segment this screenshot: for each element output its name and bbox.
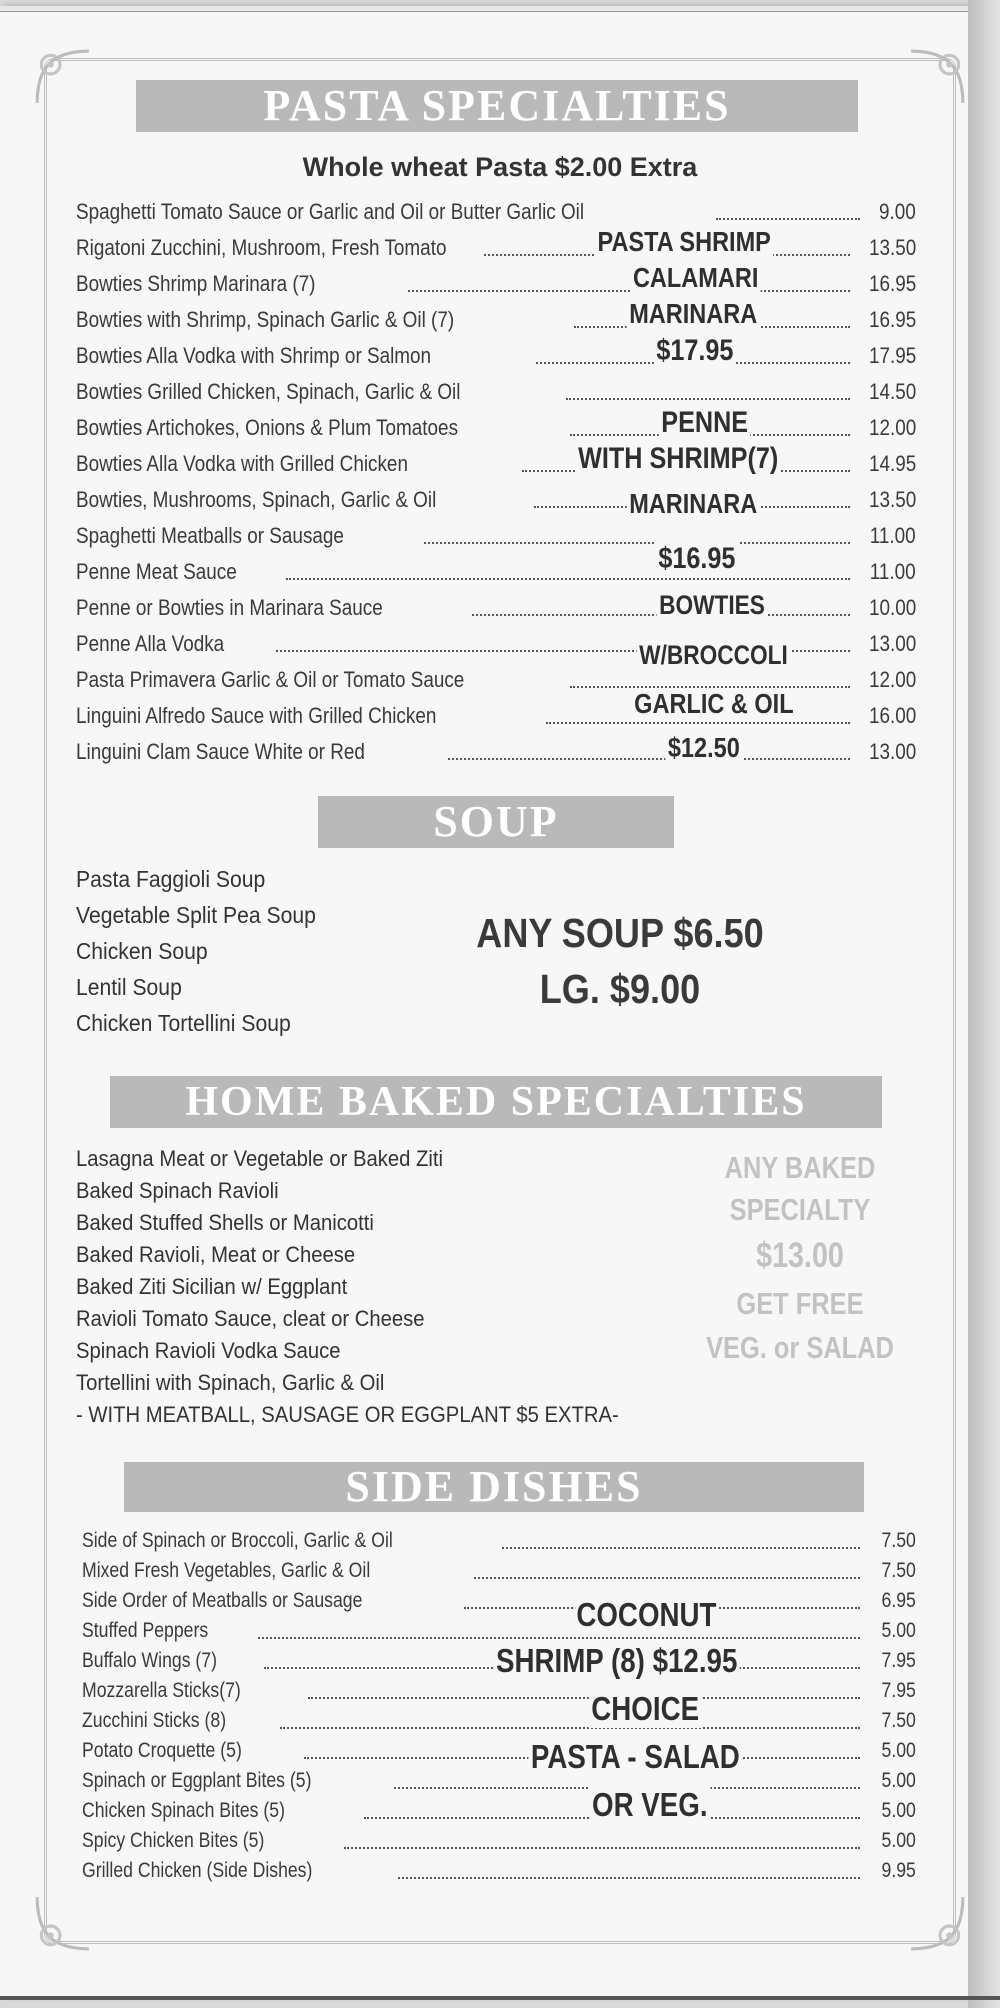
item-name: Linguini Clam Sauce White or Red — [76, 739, 365, 764]
item-price: 11.00 — [870, 523, 916, 548]
baked-offer-line: $13.00 — [756, 1236, 844, 1275]
corner-ornament-icon — [906, 46, 968, 108]
pasta-heading: PASTA SPECIALTIES — [136, 80, 858, 132]
item-name: Bowties Artichokes, Onions & Plum Tomatoes — [76, 415, 459, 440]
menu-item — [76, 266, 916, 302]
item-price: 13.50 — [868, 487, 916, 512]
item-name: Penne or Bowties in Marinara Sauce — [76, 595, 383, 620]
baked-item: Ravioli Tomato Sauce, cleat or Cheese — [76, 1306, 425, 1331]
menu-item — [76, 446, 916, 482]
menu-item — [82, 1796, 916, 1827]
item-price: 12.00 — [868, 667, 916, 692]
leader-dots — [286, 578, 850, 580]
item-price: 9.00 — [879, 199, 916, 224]
soup-item: Lentil Soup — [76, 974, 182, 1000]
item-price: 12.00 — [868, 415, 916, 440]
baked-extra-note: - WITH MEATBALL, SAUSAGE OR EGGPLANT $5 EXTRA- — [76, 1402, 619, 1427]
item-name: Spaghetti Tomato Sauce or Garlic and Oil or Butter Garlic Oil — [76, 199, 585, 224]
menu-item — [82, 1676, 916, 1707]
item-name: Bowties with Shrimp, Spinach Garlic & Oil (7) — [76, 307, 455, 332]
item-price: 6.95 — [881, 1589, 916, 1612]
menu-item — [82, 1526, 916, 1557]
item-name: Bowties Alla Vodka with Grilled Chicken — [76, 451, 408, 476]
item-name: Zucchini Sticks (8) — [82, 1709, 227, 1732]
item-price: 7.95 — [881, 1649, 916, 1672]
item-name: Penne Meat Sauce — [76, 559, 237, 584]
menu-item — [76, 410, 916, 446]
leader-dots — [308, 1697, 860, 1699]
baked-offer-line: GET FREE — [736, 1286, 864, 1321]
soup-heading: SOUP — [318, 796, 674, 848]
leader-dots — [716, 218, 860, 220]
leader-dots — [398, 1877, 860, 1879]
leader-dots — [502, 1547, 860, 1549]
promo-label: MARINARA — [627, 488, 760, 520]
promo-label: $16.95 — [656, 542, 738, 576]
item-price: 14.50 — [868, 379, 916, 404]
leader-dots — [408, 290, 850, 292]
menu-item — [76, 554, 916, 590]
item-name: Grilled Chicken (Side Dishes) — [82, 1859, 313, 1882]
item-name: Potato Croquette (5) — [82, 1739, 242, 1762]
sides-heading: SIDE DISHES — [124, 1462, 864, 1512]
item-price: 10.00 — [868, 595, 916, 620]
item-price: 11.00 — [870, 559, 916, 584]
promo-label: CALAMARI — [630, 262, 760, 294]
leader-dots — [566, 398, 850, 400]
soup-large-offer: LG. $9.00 — [539, 966, 701, 1012]
item-name: Side Order of Meatballs or Sausage — [82, 1589, 363, 1612]
menu-item — [76, 338, 916, 374]
item-price: 5.00 — [881, 1829, 916, 1852]
baked-item: Lasagna Meat or Vegetable or Baked Ziti — [76, 1146, 443, 1171]
baked-offer-line: VEG. or SALAD — [706, 1330, 894, 1365]
item-name: Rigatoni Zucchini, Mushroom, Fresh Tomato — [76, 235, 447, 260]
promo-label: WITH SHRIMP(7) — [576, 442, 781, 476]
promo-label: $17.95 — [654, 334, 736, 368]
menu-item — [76, 194, 916, 230]
item-name: Spicy Chicken Bites (5) — [82, 1829, 265, 1852]
menu-item — [76, 302, 916, 338]
leader-dots — [344, 1847, 860, 1849]
item-name: Bowties Alla Vodka with Shrimp or Salmon — [76, 343, 432, 368]
item-price: 17.95 — [868, 343, 916, 368]
item-name: Chicken Spinach Bites (5) — [82, 1799, 285, 1822]
item-name: Side of Spinach or Broccoli, Garlic & Oil — [82, 1529, 393, 1552]
baked-heading: HOME BAKED SPECIALTIES — [110, 1076, 882, 1128]
pasta-subheading: Whole wheat Pasta $2.00 Extra — [302, 152, 698, 182]
baked-offer-line: SPECIALTY — [729, 1192, 871, 1227]
item-price: 5.00 — [881, 1739, 916, 1762]
promo-label: SHRIMP (8) $12.95 — [493, 1642, 739, 1680]
item-price: 5.00 — [881, 1619, 916, 1642]
menu-item — [76, 590, 916, 626]
soup-item: Vegetable Split Pea Soup — [76, 902, 316, 928]
item-price: 7.50 — [881, 1709, 916, 1732]
menu-item — [82, 1766, 916, 1797]
item-name: Spaghetti Meatballs or Sausage — [76, 523, 344, 548]
item-price: 16.95 — [868, 307, 916, 332]
item-name: Buffalo Wings (7) — [82, 1649, 217, 1672]
menu-item — [76, 374, 916, 410]
corner-ornament-icon — [32, 1892, 94, 1954]
promo-label: GARLIC & OIL — [632, 688, 796, 720]
menu-item — [82, 1856, 916, 1887]
item-price: 7.95 — [881, 1679, 916, 1702]
item-name: Spinach or Eggplant Bites (5) — [82, 1769, 312, 1792]
baked-offer-line: ANY BAKED — [724, 1150, 876, 1185]
item-name: Linguini Alfredo Sauce with Grilled Chicken — [76, 703, 437, 728]
item-price: 9.95 — [881, 1859, 916, 1882]
menu-item — [76, 518, 916, 554]
item-name: Bowties, Mushrooms, Spinach, Garlic & Oil — [76, 487, 437, 512]
item-name: Mixed Fresh Vegetables, Garlic & Oil — [82, 1559, 371, 1582]
top-edge — [0, 6, 1000, 12]
item-name: Pasta Primavera Garlic & Oil or Tomato Sauce — [76, 667, 465, 692]
item-name: Stuffed Peppers — [82, 1619, 209, 1642]
bottom-edge — [0, 1996, 1000, 2000]
corner-ornament-icon — [32, 46, 94, 108]
menu-item — [82, 1826, 916, 1857]
item-price: 7.50 — [881, 1529, 916, 1552]
leader-dots — [448, 758, 850, 760]
baked-item: Tortellini with Spinach, Garlic & Oil — [76, 1370, 385, 1395]
leader-dots — [546, 722, 850, 724]
menu-item — [82, 1736, 916, 1767]
item-price: 13.00 — [868, 739, 916, 764]
baked-item: Baked Spinach Ravioli — [76, 1178, 279, 1203]
item-price: 7.50 — [881, 1559, 916, 1582]
promo-label: BOWTIES — [657, 590, 768, 621]
baked-item: Spinach Ravioli Vodka Sauce — [76, 1338, 341, 1363]
promo-label: W/BROCCOLI — [637, 640, 791, 671]
item-price: 16.95 — [868, 271, 916, 296]
menu-item — [76, 482, 916, 518]
corner-ornament-icon — [906, 1892, 968, 1954]
page-shadow — [968, 0, 1000, 2008]
item-price: 13.00 — [868, 631, 916, 656]
promo-label: $12.50 — [665, 732, 742, 764]
item-price: 16.00 — [868, 703, 916, 728]
promo-label: COCONUT — [574, 1596, 719, 1634]
menu-item — [82, 1586, 916, 1617]
menu-item — [82, 1556, 916, 1587]
promo-label: OR VEG. — [589, 1786, 710, 1824]
soup-offer: ANY SOUP $6.50 — [476, 910, 764, 956]
item-price: 5.00 — [881, 1799, 916, 1822]
promo-label: PASTA - SALAD — [528, 1738, 742, 1776]
item-name: Mozzarella Sticks(7) — [82, 1679, 241, 1702]
item-name: Bowties Shrimp Marinara (7) — [76, 271, 316, 296]
baked-item: Baked Stuffed Shells or Manicotti — [76, 1210, 374, 1235]
baked-item: Baked Ziti Sicilian w/ Eggplant — [76, 1274, 348, 1299]
menu-item — [82, 1706, 916, 1737]
soup-item: Pasta Faggioli Soup — [76, 866, 266, 892]
item-price: 13.50 — [868, 235, 916, 260]
item-price: 14.95 — [868, 451, 916, 476]
leader-dots — [258, 1637, 860, 1639]
item-name: Penne Alla Vodka — [76, 631, 225, 656]
baked-item: Baked Ravioli, Meat or Cheese — [76, 1242, 356, 1267]
menu-item — [76, 230, 916, 266]
item-name: Bowties Grilled Chicken, Spinach, Garlic & Oil — [76, 379, 461, 404]
promo-label: CHOICE — [589, 1690, 702, 1728]
soup-item: Chicken Tortellini Soup — [76, 1010, 291, 1036]
promo-label: PASTA SHRIMP — [595, 226, 773, 258]
leader-dots — [474, 1577, 860, 1579]
promo-label: MARINARA — [627, 298, 760, 330]
menu-item — [76, 734, 916, 770]
item-price: 5.00 — [881, 1769, 916, 1792]
leader-dots — [280, 1727, 860, 1729]
promo-label: PENNE — [659, 406, 751, 440]
soup-item: Chicken Soup — [76, 938, 208, 964]
leader-dots — [424, 542, 850, 544]
